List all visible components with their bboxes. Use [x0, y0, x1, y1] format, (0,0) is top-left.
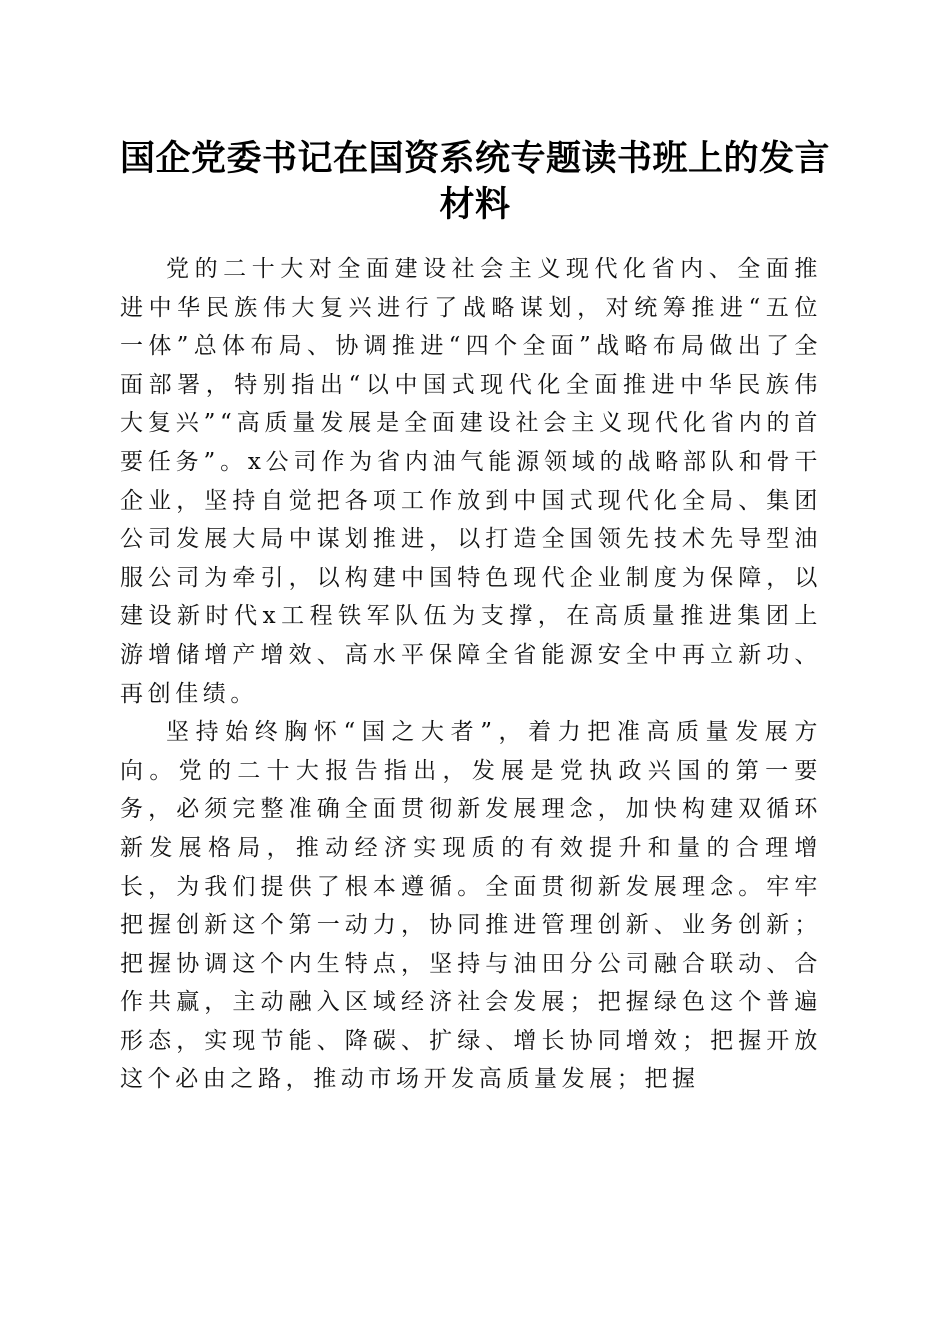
document-title: 国企党委书记在国资系统专题读书班上的发言材料	[119, 138, 830, 225]
body-paragraph-1: 党的二十大对全面建设社会主义现代化省内、全面推进中华民族伟大复兴进行了战略谋划，对统筹推进“五位一体”总体布局、协调推进“四个全面”战略布局做出了全面部署，特别指出“以中国式现代化全面推进中华民族伟大复兴”“高质量发展是全面建设社会主义现代化省内的首要任务”。x公司作为省内油气能源领域的战略部队和骨干企业，坚持自觉把各项工作放到中国式现代化全局、集团公司发展大局中谋划推进，以打造全国领先技术先导型油服公司为牵引，以构建中国特色现代企业制度为保障，以建设新时代x工程铁军队伍为支撑，在高质量推进集团上游增储增产增效、高水平保障全省能源安全中再立新功、再创佳绩。	[120, 256, 822, 707]
document-body	[120, 250, 822, 1099]
body-paragraph-2: 坚持始终胸怀“国之大者”，着力把准高质量发展方向。党的二十大报告指出，发展是党执政兴国的第一要务，必须完整准确全面贯彻新发展理念，加快构建双循环新发展格局，推动经济实现质的有效提升和量的合理增长，为我们提供了根本遵循。全面贯彻新发展理念。牢牢把握创新这个第一动力，协同推进管理创新、业务创新；把握协调这个内生特点，坚持与油田分公司融合联动、合作共赢，主动融入区域经济社会发展；把握绿色这个普遍形态，实现节能、降碳、扩绿、增长协同增效；把握开放这个必由之路，推动市场开发高质量发展；把握	[120, 719, 822, 1093]
